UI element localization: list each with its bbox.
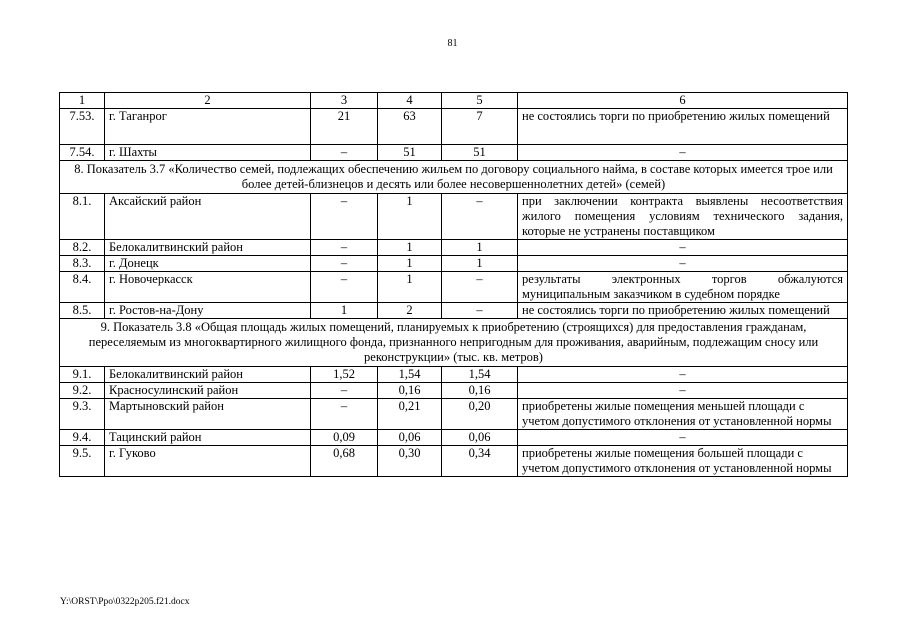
- row-col5: –: [442, 272, 518, 303]
- row-name: г. Новочеркасск: [105, 272, 311, 303]
- row-note: –: [518, 430, 848, 446]
- row-col4: 0,21: [378, 399, 442, 430]
- row-number: 8.1.: [60, 194, 105, 240]
- row-col5: 0,06: [442, 430, 518, 446]
- section-9-title: 9. Показатель 3.8 «Общая площадь жилых помещений, планируемых к приобретению (строящихся) для предоставления гражданам, переселяемым из многоквартирного жилищного фонда, признанного непригодным для проживания, аварийным, подлежащим сносу или реконструкции» (тыс. кв. метров): [60, 319, 848, 367]
- row-name: г. Шахты: [105, 145, 311, 161]
- page-number: 81: [447, 38, 458, 49]
- table-row: [60, 367, 848, 383]
- row-number: 8.2.: [60, 240, 105, 256]
- row-note: приобретены жилые помещения большей площади с учетом допустимого отклонения от установленной нормы: [518, 446, 848, 477]
- row-name: Мартыновский район: [105, 399, 311, 430]
- row-note: –: [518, 367, 848, 383]
- row-col3: –: [311, 256, 378, 272]
- row-col3: 1,52: [311, 367, 378, 383]
- table-header-row: [60, 93, 848, 109]
- row-note: результаты электронных торгов обжалуются муниципальным заказчиком в судебном порядке: [518, 272, 848, 303]
- row-col4: 1,54: [378, 367, 442, 383]
- row-col3: 21: [311, 109, 378, 145]
- section-8-row: [60, 161, 848, 194]
- row-col5: 0,16: [442, 383, 518, 399]
- row-number: 9.4.: [60, 430, 105, 446]
- table-row: [60, 256, 848, 272]
- row-col4: 2: [378, 303, 442, 319]
- table-row: [60, 272, 848, 303]
- row-col5: 51: [442, 145, 518, 161]
- table-row: [60, 446, 848, 477]
- section-9-row: [60, 319, 848, 367]
- table-row: [60, 240, 848, 256]
- row-name: Красносулинский район: [105, 383, 311, 399]
- row-name: г. Таганрог: [105, 109, 311, 145]
- row-col5: 0,20: [442, 399, 518, 430]
- row-col4: 0,16: [378, 383, 442, 399]
- row-number: 8.4.: [60, 272, 105, 303]
- table-row: [60, 430, 848, 446]
- header-cell: 1: [60, 93, 105, 109]
- section-8-title: 8. Показатель 3.7 «Количество семей, подлежащих обеспечению жильем по договору социального найма, в составе которых имеется трое или более детей-близнецов и десять или более несовершеннолетних детей» (семей): [60, 161, 848, 194]
- row-name: Тацинский район: [105, 430, 311, 446]
- row-col5: 0,34: [442, 446, 518, 477]
- row-note: –: [518, 383, 848, 399]
- header-cell: 2: [105, 93, 311, 109]
- row-note: при заключении контракта выявлены несоответствия жилого помещения условиям технического задания, которые не устранены поставщиком: [518, 194, 848, 240]
- row-note: приобретены жилые помещения меньшей площади с учетом допустимого отклонения от установленной нормы: [518, 399, 848, 430]
- row-col4: 63: [378, 109, 442, 145]
- row-col5: 1: [442, 256, 518, 272]
- row-col5: 1,54: [442, 367, 518, 383]
- header-cell: 3: [311, 93, 378, 109]
- row-col5: –: [442, 194, 518, 240]
- row-col3: –: [311, 399, 378, 430]
- row-number: 9.1.: [60, 367, 105, 383]
- row-col5: 1: [442, 240, 518, 256]
- row-number: 9.5.: [60, 446, 105, 477]
- row-note: не состоялись торги по приобретению жилых помещений: [518, 109, 848, 145]
- row-col4: 1: [378, 240, 442, 256]
- header-cell: 6: [518, 93, 848, 109]
- row-col5: 7: [442, 109, 518, 145]
- row-col3: –: [311, 272, 378, 303]
- row-note: не состоялись торги по приобретению жилых помещений: [518, 303, 848, 319]
- row-note: –: [518, 240, 848, 256]
- table-row: [60, 303, 848, 319]
- row-number: 8.3.: [60, 256, 105, 272]
- row-col4: 0,06: [378, 430, 442, 446]
- row-note: –: [518, 145, 848, 161]
- row-col4: 1: [378, 256, 442, 272]
- row-col4: 1: [378, 272, 442, 303]
- row-col3: 1: [311, 303, 378, 319]
- row-col3: –: [311, 145, 378, 161]
- table-row: [60, 145, 848, 161]
- row-name: г. Донецк: [105, 256, 311, 272]
- row-col4: 0,30: [378, 446, 442, 477]
- table-row: [60, 383, 848, 399]
- row-note: –: [518, 256, 848, 272]
- table-row: [60, 399, 848, 430]
- row-col3: –: [311, 240, 378, 256]
- row-number: 9.3.: [60, 399, 105, 430]
- row-name: г. Гуково: [105, 446, 311, 477]
- table-row: [60, 109, 848, 145]
- row-col3: –: [311, 194, 378, 240]
- row-number: 7.53.: [60, 109, 105, 145]
- row-col3: 0,68: [311, 446, 378, 477]
- row-name: Белокалитвинский район: [105, 367, 311, 383]
- row-col3: 0,09: [311, 430, 378, 446]
- row-col4: 1: [378, 194, 442, 240]
- file-path-footer: Y:\ORST\Ppo\0322p205.f21.docx: [60, 597, 190, 607]
- row-number: 8.5.: [60, 303, 105, 319]
- header-cell: 4: [378, 93, 442, 109]
- row-number: 9.2.: [60, 383, 105, 399]
- row-name: Аксайский район: [105, 194, 311, 240]
- row-col4: 51: [378, 145, 442, 161]
- row-name: г. Ростов-на-Дону: [105, 303, 311, 319]
- row-col5: –: [442, 303, 518, 319]
- row-col3: –: [311, 383, 378, 399]
- table-row: [60, 194, 848, 240]
- row-number: 7.54.: [60, 145, 105, 161]
- row-name: Белокалитвинский район: [105, 240, 311, 256]
- report-table: [59, 92, 848, 477]
- header-cell: 5: [442, 93, 518, 109]
